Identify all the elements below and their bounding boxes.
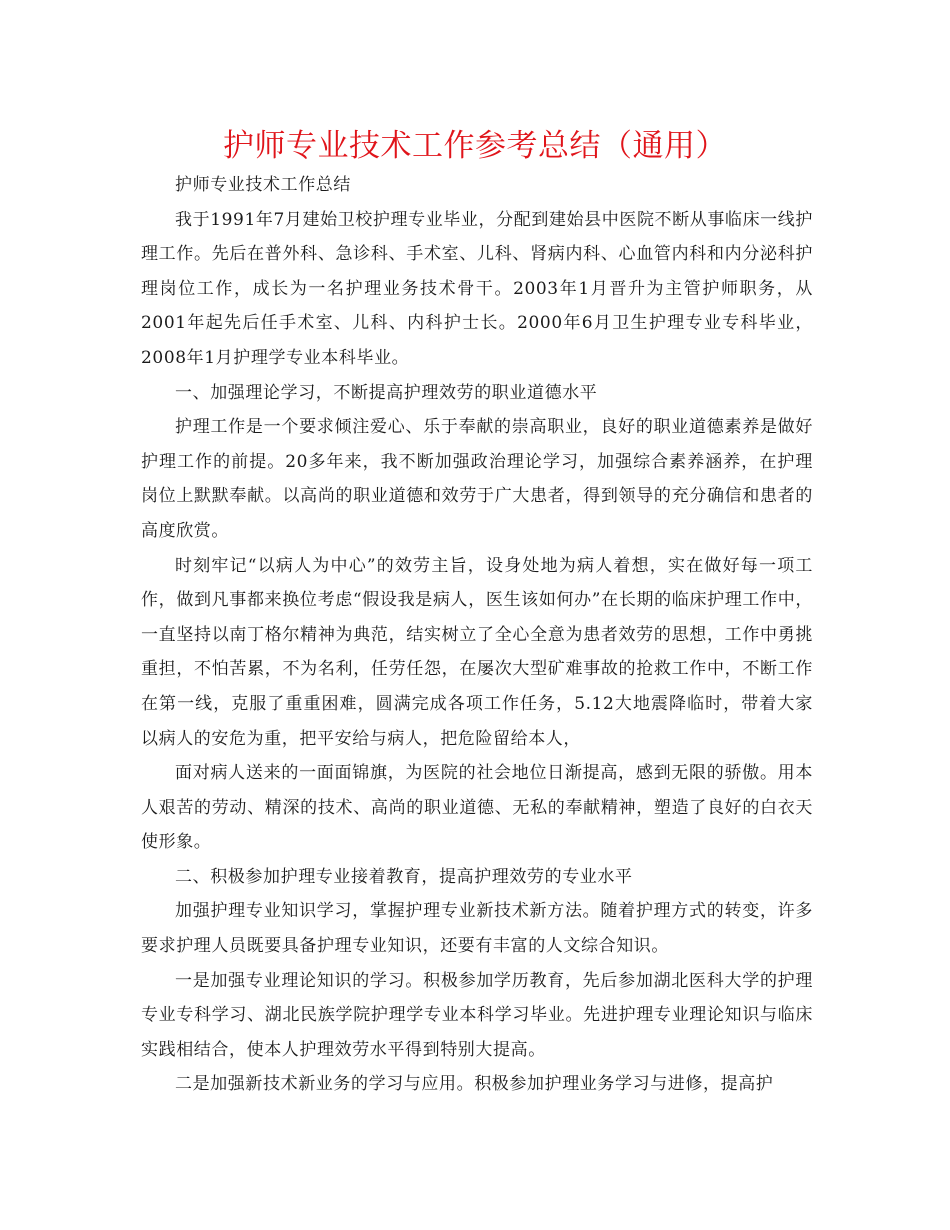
paragraph: 一是加强专业理论知识的学习。积极参加学历教育，先后参加湖北医科大学的护理专业专科学习、湖北民族学院护理学专业本科学习毕业。先进护理专业理论知识与临床实践相结合，使本人护理效劳水平得到特别大提高。: [141, 970, 813, 1060]
paragraph: 面对病人送来的一面面锦旗，为医院的社会地位日渐提高，感到无限的骄傲。用本人艰苦的劳动、精深的技术、高尚的职业道德、无私的奉献精神，塑造了良好的白衣天使形象。: [141, 763, 813, 853]
paragraph: 我于1991年7月建始卫校护理专业毕业，分配到建始县中医院不断从事临床一线护理工作。先后在普外科、急诊科、手术室、儿科、肾病内科、心血管内科和内分泌科护理岗位工作，成长为一名护理业务技术骨干。2003年1月晋升为主管护师职务，从2001年起先后任手术室、儿科、内科护士长。2000年6月卫生护理专业专科毕业，2008年1月护理学专业本科毕业。: [141, 209, 813, 368]
section-heading: 二、积极参加护理专业接着教育，提高护理效劳的专业水平: [175, 866, 633, 887]
paragraph: 加强护理专业知识学习，掌握护理专业新技术新方法。随着护理方式的转变，许多要求护理人员既要具备护理专业知识，还要有丰富的人文综合知识。: [141, 901, 813, 957]
paragraph-subtitle: 护师专业技术工作总结: [175, 175, 351, 195]
paragraph: 二是加强新技术新业务的学习与应用。积极参加护理业务学习与进修，提高护: [175, 1074, 774, 1095]
document-title: 护师专业技术工作参考总结（通用）: [223, 128, 727, 164]
paragraph: 时刻牢记“以病人为中心”的效劳主旨，设身处地为病人着想，实在做好每一项工作，做到凡事都来换位考虑“假设我是病人，医生该如何办”在长期的临床护理工作中，一直坚持以南丁格尔精神为典范，结实树立了全心全意为患者效劳的思想，工作中勇挑重担，不怕苦累，不为名利，任劳任怨，在屡次大型矿难事故的抢救工作中，不断工作在第一线，克服了重重困难，圆满完成各项工作任务，5.12大地震降临时，带着大家以病人的安危为重，把平安给与病人，把危险留给本人，: [141, 555, 813, 749]
paragraph: 护理工作是一个要求倾注爱心、乐于奉献的崇高职业，良好的职业道德素养是做好护理工作的前提。20多年来，我不断加强政治理论学习，加强综合素养涵养，在护理岗位上默默奉献。以高尚的职业道德和效劳于广大患者，得到领导的充分确信和患者的高度欣赏。: [141, 417, 813, 541]
document-body: [141, 168, 813, 1102]
section-heading: 一、加强理论学习，不断提高护理效劳的职业道德水平: [175, 382, 598, 403]
